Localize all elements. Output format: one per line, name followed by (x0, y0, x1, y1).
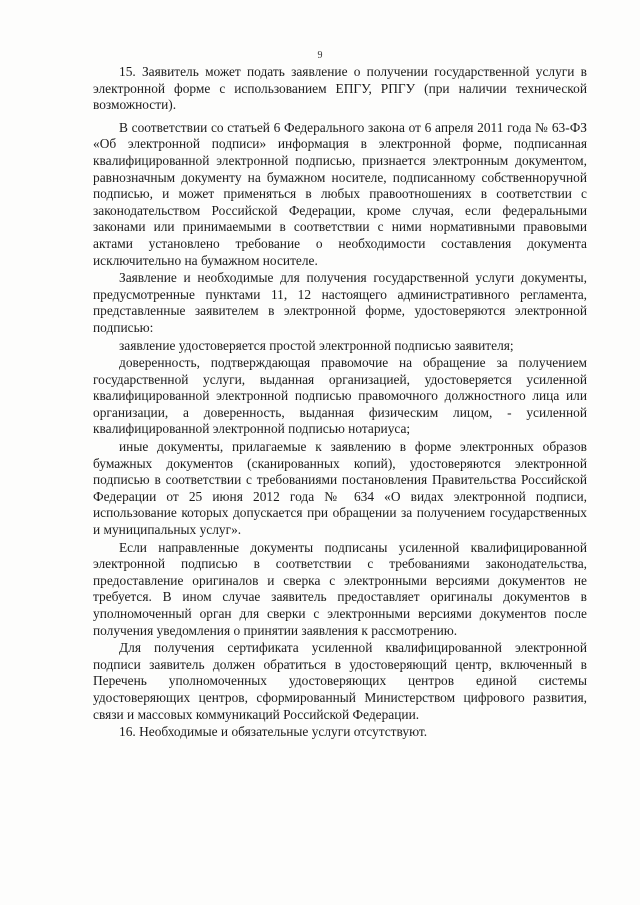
paragraph-15: 15. Заявитель может подать заявление о получении государственной услуги в электронной форме с использованием ЕПГУ, РПГУ (при наличии технической возможности). (93, 64, 587, 113)
paragraph-power-of-attorney: доверенность, подтверждающая правомочие на обращение за получением государственной услуги, выданная организацией, удостоверяется усиленной квалифицированной электронной подписью правомочного должностного лица или организации, а доверенность, выданная физическим лицом, - усиленной квалифицированной электронной подписью нотариуса; (93, 355, 587, 437)
paragraph-simple-signature: заявление удостоверяется простой электронной подписью заявителя; (119, 337, 514, 353)
paragraph-other-documents: иные документы, прилагаемые к заявлению в форме электронных образов бумажных документов (сканированных копий), удостоверяются электронной подписью в соответствии с требованиями постановления Правительства Российской Федерации от 25 июня 2012 года № 634 «О видах электронной подписи, использование которых допускается при обращении за получением государственных и муниципальных услуг». (93, 439, 587, 538)
paragraph-application-documents: Заявление и необходимые для получения государственной услуги документы, предусмотренные пунктами 11, 12 настоящего административного регламента, представленные заявителем в электронной форме, удостоверяются электронной подписью: (93, 270, 587, 335)
paragraph-originals-verification: Если направленные документы подписаны усиленной квалифицированной электронной подписью в соответствии с требованиями законодательства, предоставление оригиналов и сверка с электронными версиями документов не требуется. В ином случае заявитель предоставляет оригиналы документов в уполномоченный орган для сверки с электронными версиями документов после получения уведомления о принятии заявления к рассмотрению. (93, 539, 587, 638)
paragraph-16: 16. Необходимые и обязательные услуги отсутствуют. (119, 724, 428, 740)
paragraph-law-reference: В соответствии со статьей 6 Федерального закона от 6 апреля 2011 года № 63-ФЗ «Об электронной подписи» информация в электронной форме, подписанная квалифицированной электронной подписью, признается электронным документом, равнозначным документу на бумажном носителе, подписанному собственноручной подписью, и может применяться в любых правоотношениях в соответствии с законодательством Российской Федерации, кроме случая, если федеральными законами или принимаемыми в соответствии с ними нормативными правовыми актами установлено требование о необходимости составления документа исключительно на бумажном носителе. (93, 119, 587, 268)
page-number: 9 (317, 50, 323, 61)
document-body (93, 64, 587, 741)
paragraph-certificate: Для получения сертификата усиленной квалифицированной электронной подписи заявитель должен обратиться в удостоверяющий центр, включенный в Перечень уполномоченных удостоверяющих центров единой системы удостоверяющих центров, сформированный Министерством цифрового развития, связи и массовых коммуникаций Российской Федерации. (93, 640, 587, 722)
